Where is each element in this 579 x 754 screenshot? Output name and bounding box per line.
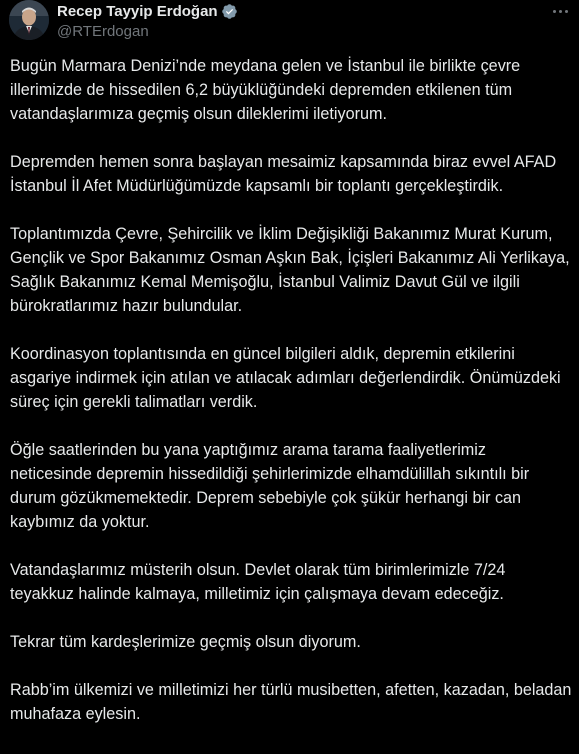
more-options-icon[interactable] bbox=[549, 2, 571, 20]
author-names bbox=[57, 1, 238, 40]
tweet-paragraph: Rabb’im ülkemizi ve milletimizi her türlü musibetten, afetten, kazadan, beladan muhafaza eylesin. bbox=[10, 681, 572, 723]
more-dot bbox=[559, 10, 562, 13]
tweet-paragraph: Toplantımızda Çevre, Şehircilik ve İklim Değişikliği Bakanımız Murat Kurum, Gençlik ve Spor Bakanımız Osman Aşkın Bak, İçişleri Bakanımız Ali Yerlikaya, Sağlık Bakanımız Kemal Memişoğlu, İstanbul Valimiz Davut Gül ve ilgili bürokratlarımız hazır bulundular. bbox=[10, 225, 570, 315]
tweet-paragraph: Öğle saatlerinden bu yana yaptığımız arama tarama faaliyetlerimiz neticesinde depremin hissedildiği şehirlerimizde elhamdülillah sıkıntılı bir durum gözükmemektedir. Deprem sebebiyle çok şükür herhangi bir can kaybımız da yoktur. bbox=[10, 441, 530, 531]
tweet-paragraph: Bugün Marmara Denizi’nde meydana gelen ve İstanbul ile birlikte çevre illerimizde de hissedilen 6,2 büyüklüğündeki depremden etkilenen tüm vatandaşlarımıza geçmiş olsun dileklerimi iletiyorum. bbox=[10, 57, 521, 123]
avatar[interactable] bbox=[9, 0, 49, 40]
more-dot bbox=[553, 10, 556, 13]
tweet-paragraph: Vatandaşlarımız müsterih olsun. Devlet olarak tüm birimlerimizle 7/24 teyakkuz halinde kalmaya, milletimiz için çalışmaya devam edeceğiz. bbox=[10, 561, 506, 603]
tweet-header bbox=[9, 0, 571, 44]
avatar-image bbox=[9, 0, 49, 40]
more-dot bbox=[565, 10, 568, 13]
display-name-row bbox=[57, 1, 238, 21]
tweet-text bbox=[10, 54, 572, 726]
author-handle[interactable]: @RTErdogan bbox=[57, 23, 149, 40]
tweet-paragraph: Koordinasyon toplantısında en güncel bilgileri aldık, depremin etkilerini asgariye indirmek için atılan ve atılacak adımları değerlendirdik. Önümüzdeki süreç için gerekli talimatları verdik. bbox=[10, 345, 561, 411]
verified-badge-icon[interactable] bbox=[221, 3, 238, 20]
tweet-paragraph: Depremden hemen sonra başlayan mesaimiz kapsamında biraz evvel AFAD İstanbul İl Afet Müdürlüğümüzde kapsamlı bir toplantı gerçekleştirdik. bbox=[10, 153, 557, 195]
author-display-name[interactable]: Recep Tayyip Erdoğan bbox=[57, 2, 218, 20]
tweet-paragraph: Tekrar tüm kardeşlerimize geçmiş olsun diyorum. bbox=[10, 633, 361, 651]
